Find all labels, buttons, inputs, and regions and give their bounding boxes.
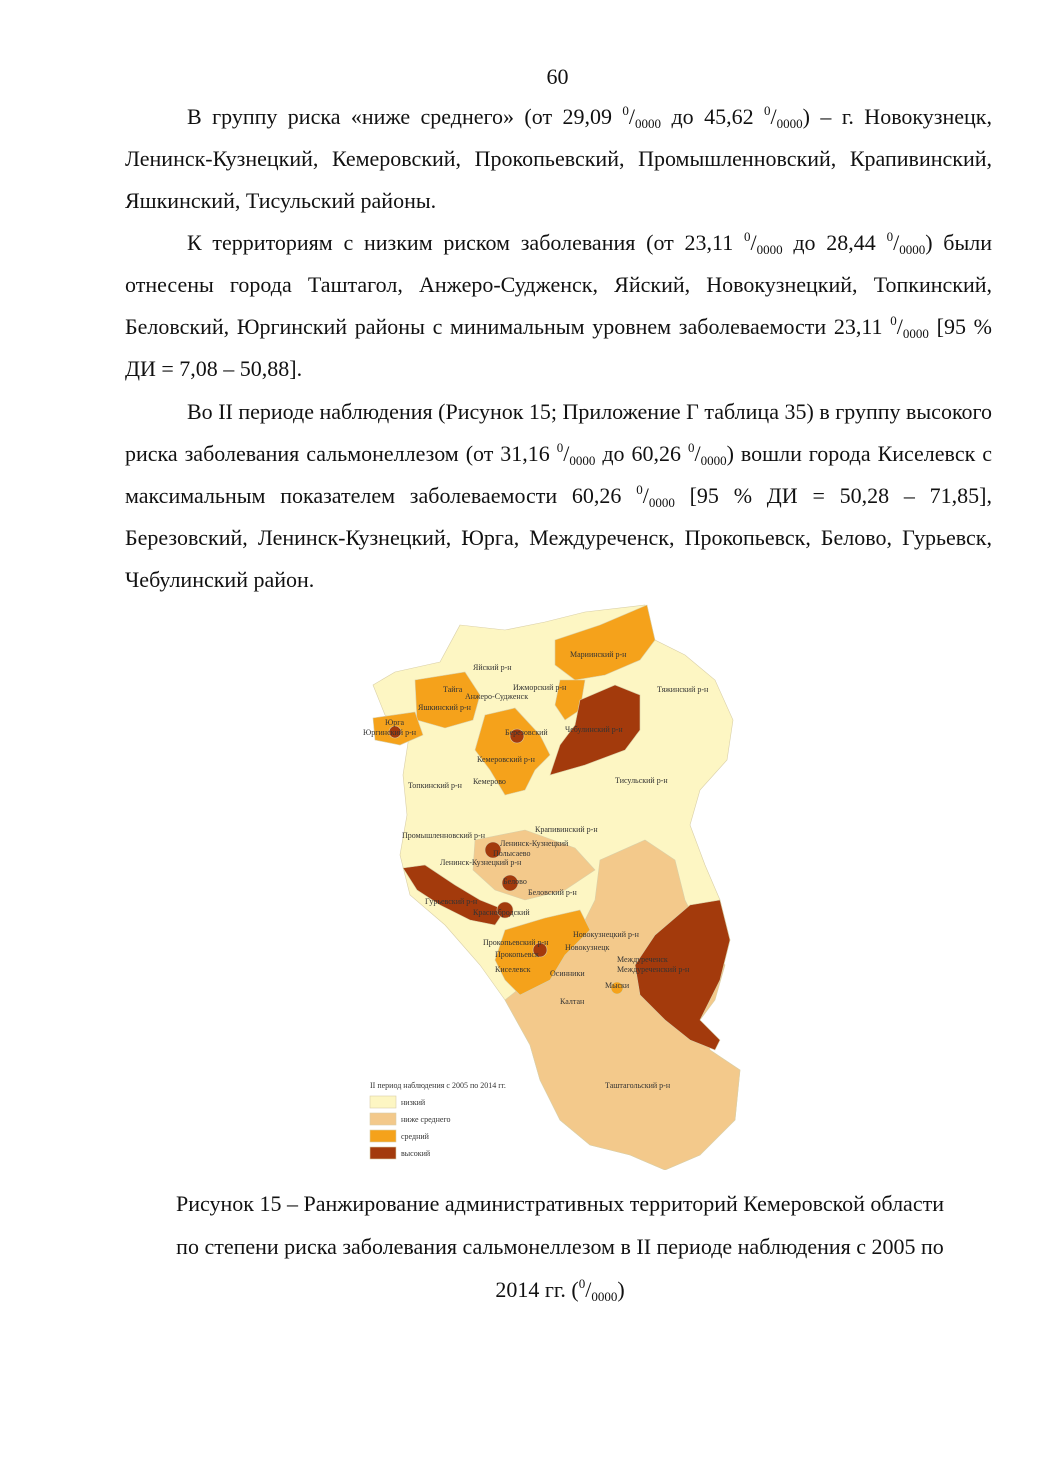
legend-label-high: высокий [401, 1149, 431, 1158]
caption-line-1: Рисунок 15 – Ранжирование административных территорий Кемеровской области [176, 1191, 944, 1216]
label-berezovsky: Березовский [505, 728, 548, 737]
legend-swatch-low [370, 1096, 396, 1108]
label-tayga: Тайга [443, 685, 463, 694]
label-tisulsky: Тисульский р-н [615, 776, 668, 785]
label-izhmorsky: Ижморский р-н [513, 683, 567, 692]
legend-swatch-below-average [370, 1113, 396, 1125]
label-belovsky: Беловский р-н [528, 888, 577, 897]
label-yashkino: Яшкинский р-н [418, 703, 471, 712]
label-osinniki: Осинники [550, 969, 585, 978]
label-yurga: Юрга [385, 718, 405, 727]
label-polysaevo: Полысаево [493, 849, 531, 858]
label-krapivinsky: Крапивинский р-н [535, 825, 598, 834]
caption-line-2: по степени риска заболевания сальмонеллезом в II периоде наблюдения с 2005 по [176, 1234, 944, 1259]
paragraph-3: Во II периоде наблюдения (Рисунок 15; Приложение Г таблица 35) в группу высокого риска заболевания сальмонеллезом (от 31,16 $^0/_{0000}$ до 60,26 $^0/_{0000}$) вошли города Киселевск с максимальным показателем заболеваемости 60,26 $^0/_{0000}$ [95 % ДИ = 50,28 – 71,85], Березовский, Ленинск-Кузнецкий, Юрга, Междуреченск, Прокопьевск, Белово, Гурьевск, Чебулинский район. [125, 399, 993, 592]
legend-title: II период наблюдения с 2005 по 2014 гг. [370, 1081, 506, 1090]
label-promyshl: Промышленновский р-н [402, 831, 486, 840]
risk-map-figure [355, 600, 755, 1170]
label-mezhdurechensk: Междуреченск [617, 955, 668, 964]
label-kemerovo: Кемерово [473, 777, 506, 786]
label-yaya: Яйский р-н [473, 663, 512, 672]
paragraph-1: В группу риска «ниже среднего» (от 29,09 $^0/_{0000}$ до 45,62 $^0/_{0000}$) – г. Новокузнецк, Ленинск-Кузнецкий, Кемеровский, Прокопьевский, Промышленновский, Крапивинский, Яшкинский, Тисульский районы. [125, 103, 992, 213]
label-prokopyevsk: Прокопьевск [495, 950, 539, 959]
label-novokuz-r: Новокузнецкий р-н [573, 930, 639, 939]
kemerovo-region-map [355, 600, 755, 1170]
label-krasnobrodsky: Краснобродский [473, 908, 530, 917]
label-kemerovsky: Кемеровский р-н [477, 755, 535, 764]
label-belovo: Белово [503, 877, 527, 886]
label-chebulinsky: Чебулинский р-н [565, 725, 623, 734]
legend-swatch-medium [370, 1130, 396, 1142]
legend-label-below-average: ниже среднего [401, 1115, 451, 1124]
label-kaltan: Калтан [560, 997, 585, 1006]
caption-line-3: 2014 гг. $(^0/_{0000})$ [495, 1276, 625, 1304]
figure-caption [120, 1182, 1000, 1311]
legend-label-medium: средний [401, 1132, 429, 1141]
label-myski: Мыски [605, 981, 630, 990]
label-guryevsky: Гурьевский р-н [425, 897, 478, 906]
label-yurginsky: Юргинский р-н [363, 728, 417, 737]
label-novokuznetsk: Новокузнецк [565, 943, 610, 952]
legend-label-low: низкий [401, 1098, 426, 1107]
label-leninsk-r: Ленинск-Кузнецкий р-н [440, 858, 522, 867]
label-prokopyevsky-r: Прокопьевский р-н [483, 938, 549, 947]
label-tyazhin: Тяжинский р-н [657, 685, 709, 694]
label-mariinsk: Мариинский р-н [570, 650, 627, 659]
label-kiselevsk: Киселевск [495, 965, 531, 974]
paragraph-2: К территориям с низким риском заболевания (от 23,11 $^0/_{0000}$ до 28,44 $^0/_{0000}$) были отнесены города Таштагол, Анжеро-Судженск, Яйский, Новокузнецкий, Топкинский, Беловский, Юргинский районы с минимальным уровнем заболеваемости 23,11 $^0/_{0000}$ [95 % ДИ = 7,08 – 50,88]. [125, 229, 992, 381]
label-topkinsky: Топкинский р-н [408, 781, 462, 790]
label-anzhero: Анжеро-Судженск [465, 692, 529, 701]
label-tashtagol: Таштагольский р-н [605, 1081, 671, 1090]
label-leninsk: Ленинск-Кузнецкий [500, 839, 569, 848]
page-number: 60 [546, 64, 569, 89]
legend-swatch-high [370, 1147, 396, 1159]
label-mezhdurechensky: Междуреченский р-н [617, 965, 690, 974]
